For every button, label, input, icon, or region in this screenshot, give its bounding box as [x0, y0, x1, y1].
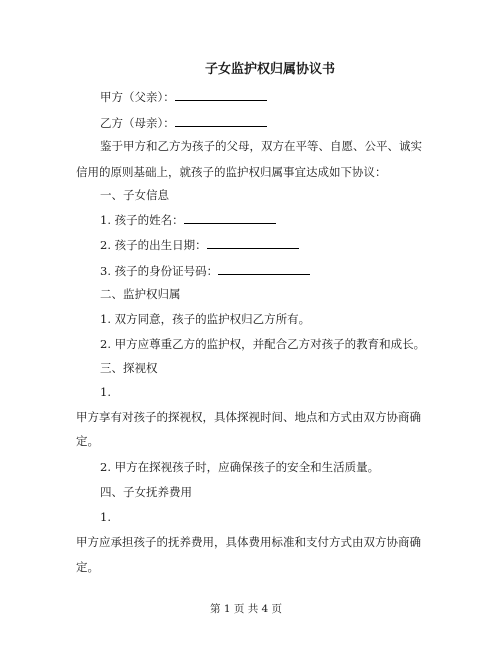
child-id-blank — [218, 263, 310, 275]
child-id-row — [100, 263, 310, 278]
party-b-label: 乙方（母亲）： — [100, 116, 175, 130]
party-a-label: 甲方（父亲）： — [100, 90, 175, 104]
intro-line-2: 信用的原则基础上，就孩子的监护权归属事宜达成如下协议： — [76, 165, 387, 179]
document-title: 子女监护权归属协议书 — [205, 62, 336, 77]
child-birth-label: 2. 孩子的出生日期： — [100, 238, 207, 252]
child-name-row — [100, 212, 276, 227]
child-name-label: 1. 孩子的姓名： — [100, 213, 184, 227]
party-b-blank — [175, 115, 267, 127]
child-id-label: 3. 孩子的身份证号码： — [100, 264, 219, 278]
support-item-1-line-2: 定。 — [76, 560, 99, 574]
visit-item-1-line-1: 甲方享有对孩子的探视权，具体探视时间、地点和方式由双方协商确 — [76, 410, 421, 424]
section-1-heading: 一、子女信息 — [100, 188, 169, 202]
support-item-1-number: 1. — [100, 510, 111, 524]
child-birth-blank — [207, 237, 299, 249]
section-2-heading: 二、监护权归属 — [100, 287, 181, 301]
visit-item-1-number: 1. — [100, 385, 111, 399]
child-name-blank — [184, 212, 276, 224]
visit-item-2: 2. 甲方在探视孩子时，应确保孩子的安全和生活质量。 — [100, 460, 380, 474]
custody-item-1: 1. 双方同意，孩子的监护权归乙方所有。 — [100, 312, 311, 326]
child-birth-row — [100, 237, 299, 252]
custody-item-2: 2. 甲方应尊重乙方的监护权，并配合乙方对孩子的教育和成长。 — [100, 337, 426, 351]
party-a-blank — [175, 89, 267, 101]
page-footer: 第 1 页 共 4 页 — [210, 603, 283, 615]
support-item-1-line-1: 甲方应承担孩子的抚养费用，具体费用标准和支付方式由双方协商确 — [76, 535, 421, 549]
party-a-row — [100, 89, 267, 104]
section-4-heading: 四、子女抚养费用 — [100, 485, 192, 499]
intro-line-1: 鉴于甲方和乙方为孩子的父母，双方在平等、自愿、公平、诚实 — [100, 139, 422, 153]
section-3-heading: 三、探视权 — [100, 361, 158, 375]
visit-item-1-line-2: 定。 — [76, 434, 99, 448]
party-b-row — [100, 115, 267, 130]
